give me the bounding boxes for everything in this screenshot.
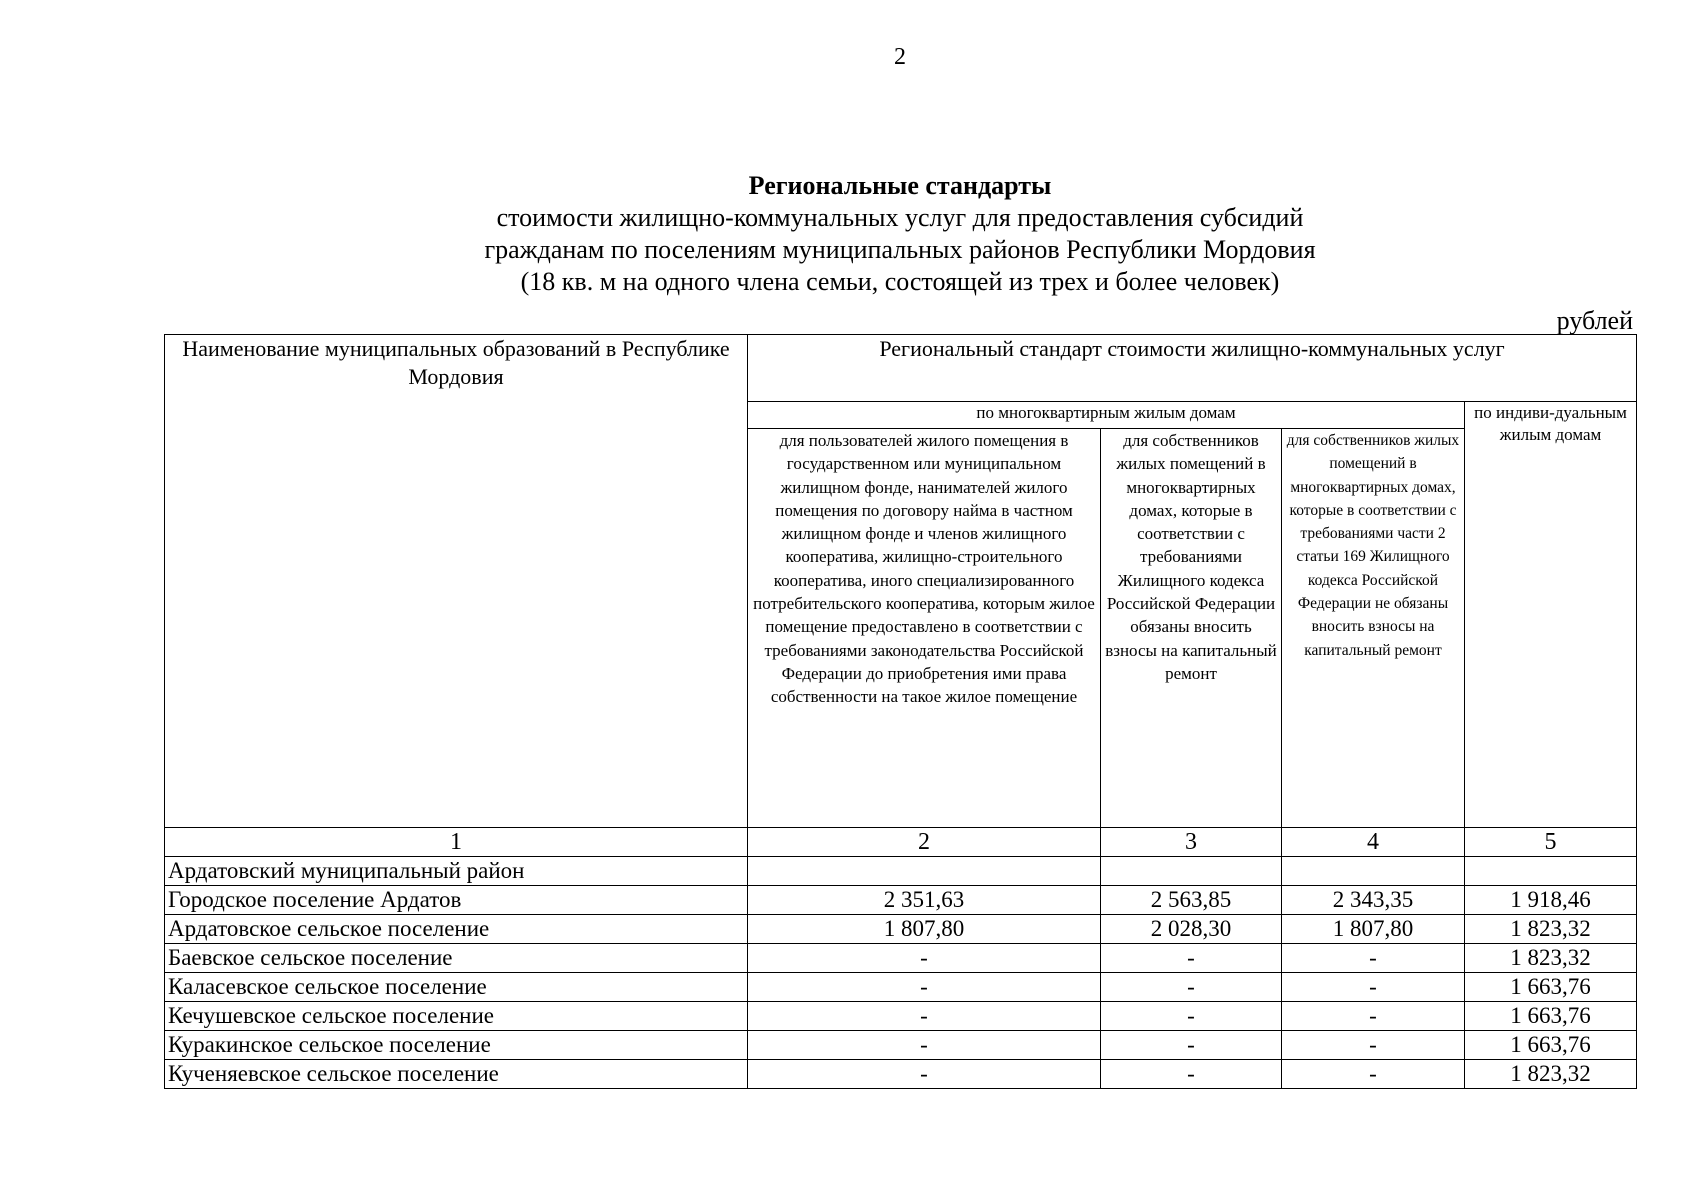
table-row (165, 886, 1637, 915)
value-col-2: - (748, 1060, 1101, 1089)
value-col-5: 1 663,76 (1465, 1002, 1637, 1031)
value-col-4: - (1282, 973, 1465, 1002)
value-col-4: 2 343,35 (1282, 886, 1465, 915)
table-row (165, 944, 1637, 973)
value-col-3: - (1101, 973, 1282, 1002)
value-col-3: - (1101, 1031, 1282, 1060)
page-number: 2 (894, 44, 906, 70)
table-row (165, 1060, 1637, 1089)
title-line-2: стоимости жилищно-коммунальных услуг для предоставления субсидий (496, 203, 1304, 232)
empty-cell (1101, 857, 1282, 886)
value-col-3: - (1101, 1002, 1282, 1031)
table-row (165, 973, 1637, 1002)
value-col-3: 2 563,85 (1101, 886, 1282, 915)
empty-cell (1465, 857, 1637, 886)
value-col-2: 1 807,80 (748, 915, 1101, 944)
units-label: рублей (1556, 306, 1633, 335)
value-col-4: - (1282, 1060, 1465, 1089)
settlement-name: Городское поселение Ардатов (165, 886, 748, 915)
empty-cell (748, 857, 1101, 886)
header-standard-group: Региональный стандарт стоимости жилищно-коммунальных услуг (748, 335, 1637, 402)
value-col-5: 1 663,76 (1465, 973, 1637, 1002)
value-col-4: - (1282, 1031, 1465, 1060)
header-name-column: Наименование муниципальных образований в Республике Мордовия (165, 335, 748, 828)
header-individual-houses: по индиви-дуальным жилым домам (1465, 402, 1637, 828)
value-col-4: 1 807,80 (1282, 915, 1465, 944)
value-col-5: 1 918,46 (1465, 886, 1637, 915)
settlement-name: Куракинское сельское поселение (165, 1031, 748, 1060)
empty-cell (1282, 857, 1465, 886)
value-col-3: 2 028,30 (1101, 915, 1282, 944)
column-number: 1 (165, 828, 748, 857)
value-col-2: - (748, 973, 1101, 1002)
table-row (165, 915, 1637, 944)
title-main: Региональные стандарты (748, 171, 1052, 200)
standards-table (164, 334, 1637, 1089)
value-col-2: - (748, 1031, 1101, 1060)
settlement-name: Кечушевское сельское поселение (165, 1002, 748, 1031)
district-row (165, 857, 1637, 886)
settlement-name: Баевское сельское поселение (165, 944, 748, 973)
value-col-2: - (748, 1002, 1101, 1031)
column-numbers-row (165, 828, 1637, 857)
value-col-5: 1 823,32 (1465, 944, 1637, 973)
district-name: Ардатовский муниципальный район (165, 857, 748, 886)
table-row (165, 1002, 1637, 1031)
document-title (0, 170, 1698, 298)
value-col-5: 1 663,76 (1465, 1031, 1637, 1060)
header-apartment-buildings: по многоквартирным жилым домам (748, 402, 1465, 429)
value-col-2: - (748, 944, 1101, 973)
value-col-5: 1 823,32 (1465, 1060, 1637, 1089)
header-col-2: для пользователей жилого помещения в государственном или муниципальном жилищном фонде, нанимателей жилого помещения по договору найма в частном жилищном фонде и членов жилищного кооператива, жилищно-строительного кооператива, иного специализированного потребительского кооператива, которым жилое помещение предоставлено в соответствии с требованиями законодательства Российской Федерации до приобретения ими права собственности на такое жилое помещение (748, 429, 1101, 828)
settlement-name: Ардатовское сельское поселение (165, 915, 748, 944)
value-col-5: 1 823,32 (1465, 915, 1637, 944)
value-col-3: - (1101, 944, 1282, 973)
title-line-4: (18 кв. м на одного члена семьи, состоящей из трех и более человек) (520, 267, 1280, 296)
value-col-3: - (1101, 1060, 1282, 1089)
column-number: 5 (1465, 828, 1637, 857)
header-col-3: для собственников жилых помещений в многоквартирных домах, которые в соответствии с требованиями Жилищного кодекса Российской Федерации обязаны вносить взносы на капитальный ремонт (1101, 429, 1282, 828)
value-col-2: 2 351,63 (748, 886, 1101, 915)
value-col-4: - (1282, 944, 1465, 973)
table-row (165, 1031, 1637, 1060)
settlement-name: Каласевское сельское поселение (165, 973, 748, 1002)
value-col-4: - (1282, 1002, 1465, 1031)
header-col-4: для собственников жилых помещений в многоквартирных домах, которые в соответствии с требованиями части 2 статьи 169 Жилищного кодекса Российской Федерации не обязаны вносить взносы на капитальный ремонт (1282, 429, 1465, 828)
column-number: 3 (1101, 828, 1282, 857)
title-line-3: гражданам по поселениям муниципальных районов Республики Мордовия (484, 235, 1316, 264)
settlement-name: Кученяевское сельское поселение (165, 1060, 748, 1089)
column-number: 4 (1282, 828, 1465, 857)
column-number: 2 (748, 828, 1101, 857)
